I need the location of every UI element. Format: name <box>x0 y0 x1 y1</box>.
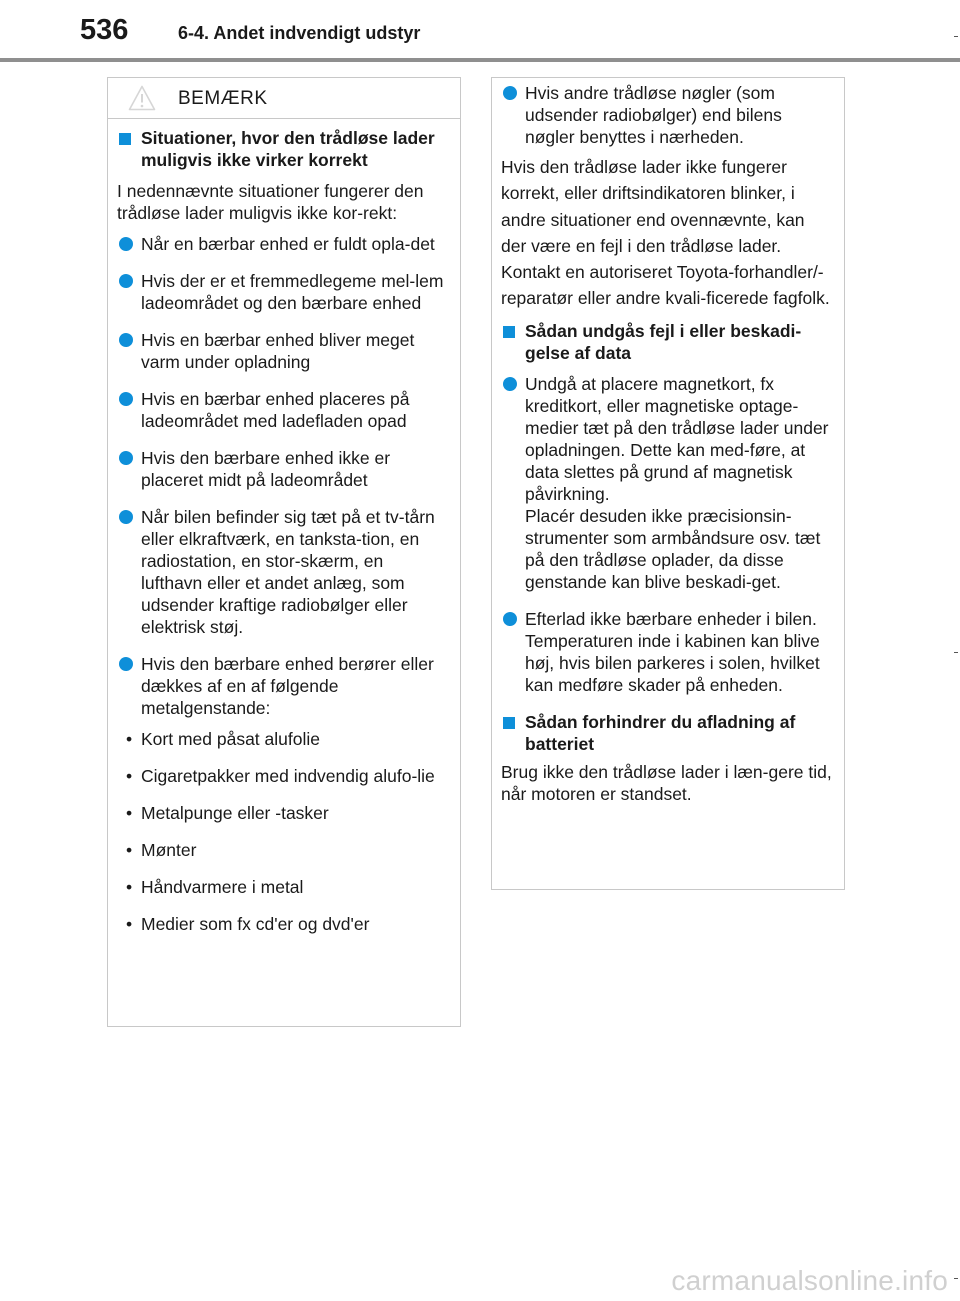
crop-mark <box>954 36 958 37</box>
list-item: Hvis en bærbar enhed bliver meget varm under opladning <box>117 329 448 373</box>
circle-bullet-icon <box>119 392 133 406</box>
crop-mark <box>954 652 958 653</box>
circle-bullet-icon <box>119 274 133 288</box>
circle-bullet-icon <box>119 657 133 671</box>
sub-list-item: • Kort med påsat alufolie <box>126 729 320 749</box>
warning-triangle-icon <box>128 85 156 111</box>
page-number: 536 <box>80 14 129 46</box>
notice-content <box>108 119 460 935</box>
square-bullet-icon <box>503 326 515 338</box>
section-title: 6-4. Andet indvendigt udstyr <box>178 23 421 43</box>
watermark: carmanualsonline.info <box>671 1265 948 1296</box>
circle-bullet-icon <box>503 612 517 626</box>
circle-bullet-icon <box>503 86 517 100</box>
notice-box-continued <box>491 77 845 890</box>
notice-content <box>492 78 844 805</box>
section-heading: Sådan forhindrer du afladning af batteriet <box>501 711 832 755</box>
section-heading: Sådan undgås fejl i eller beskadi-gelse af data <box>501 320 832 364</box>
circle-bullet-icon <box>119 333 133 347</box>
circle-bullet-icon <box>119 451 133 465</box>
intro-paragraph: I nedennævnte situationer fungerer den trådløse lader muligvis ikke kor-rekt: <box>117 181 424 223</box>
notice-box <box>107 77 461 1027</box>
paragraph: Hvis den trådløse lader ikke fungerer korrekt, eller driftsindikatoren blinker, i andre situationer end ovennævnte, kan der være en fejl i den trådløse lader. Kontakt en autoriseret Toyota-forhandler/-reparatør eller andre kvali-ficerede fagfolk. <box>501 157 830 309</box>
square-bullet-icon <box>119 133 131 145</box>
circle-bullet-icon <box>119 510 133 524</box>
list-item: Undgå at placere magnetkort, fx kreditkort, eller magnetiske optage-medier tæt på den trådløse lader under opladningen. Dette kan med-føre, at data slettes på grund af magnetisk påvirkning. Placér desuden ikke præcisionsin-strumenter som armbåndsure osv. tæt på den trådløse oplader, da disse genstande kan blive beskadi-get. <box>501 373 832 593</box>
page-header <box>0 0 960 62</box>
list-item: Hvis en bærbar enhed placeres på ladeområdet med ladefladen opad <box>117 388 448 432</box>
paragraph: Brug ikke den trådløse lader i læn-gere tid, når motoren er standset. <box>501 761 832 804</box>
crop-mark <box>954 1278 958 1279</box>
header-rule <box>0 58 960 62</box>
list-item: Efterlad ikke bærbare enheder i bilen. Temperaturen inde i kabinen kan blive høj, hvis bilen parkeres i solen, hvilket kan medføre skader på enheden. <box>501 608 832 696</box>
list-item: Når bilen befinder sig tæt på et tv-tårn eller elkraftværk, en tanksta-tion, en radiostation, en stor-skærm, en lufthavn eller et andet anlæg, som udsender kraftige radiobølger eller elektrisk støj. <box>117 506 448 638</box>
list-item: Hvis der er et fremmedlegeme mel-lem ladeområdet og den bærbare enhed <box>117 270 448 314</box>
sub-list-item: • Metalpunge eller -tasker <box>126 803 329 823</box>
sub-list-item: • Medier som fx cd'er og dvd'er <box>126 914 370 934</box>
sub-list-item: • Mønter <box>126 840 197 860</box>
list-item: Hvis den bærbare enhed ikke er placeret midt på ladeområdet <box>117 447 448 491</box>
circle-bullet-icon <box>119 237 133 251</box>
section-heading: Situationer, hvor den trådløse lader muligvis ikke virker korrekt <box>117 127 448 171</box>
sub-list-item: • Håndvarmere i metal <box>126 877 304 897</box>
square-bullet-icon <box>503 717 515 729</box>
list-item: Hvis den bærbare enhed berører eller dækkes af en af følgende metalgenstande: <box>117 653 448 719</box>
list-item: Hvis andre trådløse nøgler (som udsender radiobølger) end bilens nøgler benyttes i nærheden. <box>501 82 832 148</box>
sub-list-item: • Cigaretpakker med indvendig alufo-lie <box>126 766 435 786</box>
list-item: Når en bærbar enhed er fuldt opla-det <box>117 233 448 255</box>
notice-header <box>108 78 460 119</box>
notice-title: BEMÆRK <box>178 88 268 109</box>
circle-bullet-icon <box>503 377 517 391</box>
